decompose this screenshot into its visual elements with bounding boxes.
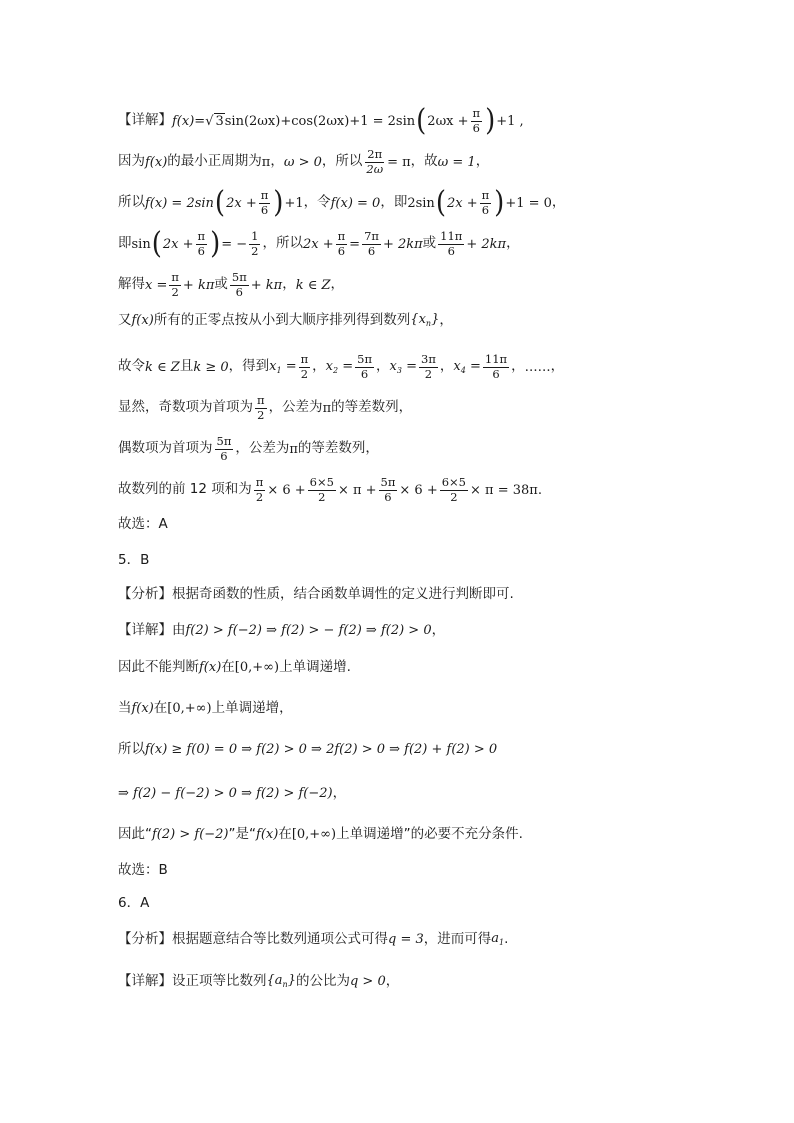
text: 设正项等比数列 (172, 972, 267, 989)
paren-close: ) (210, 226, 221, 262)
text: 的等差数列， (331, 399, 413, 416)
text: ， (385, 972, 400, 989)
math: = π (387, 154, 411, 170)
q5-detail-1 (118, 624, 754, 638)
math: +1 = 0 (505, 195, 552, 211)
q5-detail-6 (118, 828, 754, 842)
math: + 2kπ (382, 236, 423, 252)
text: 因为 (118, 153, 145, 170)
math: +1 (284, 195, 304, 211)
math: f(x) (131, 313, 154, 328)
fraction: $\frac{6\times 5}{2}$ (309, 475, 334, 504)
fraction: $\frac{11\pi}{6}$ (440, 229, 463, 258)
fraction: $\frac{2\pi}{2\omega}$ (366, 147, 384, 176)
text: ， (439, 311, 453, 328)
math: $\{a_n\}$ (266, 973, 296, 989)
detail-tag: 【详解】 (118, 622, 172, 638)
math: × π + (337, 482, 377, 498)
text: ，公差为 (235, 440, 290, 457)
q5-detail-4 (118, 743, 754, 757)
paren-close: ) (494, 185, 505, 221)
text: 且 (179, 358, 194, 375)
math: $x_4$ = (453, 358, 481, 375)
text: 所以 (118, 194, 145, 211)
fraction: $\frac{11\pi}{6}$ (484, 352, 508, 381)
detail-line-7 (118, 354, 754, 380)
math: π (322, 400, 332, 416)
math: q > 0 (349, 974, 386, 989)
math: × π = 38π (470, 482, 538, 498)
q5-detail-2 (118, 661, 754, 675)
detail-line-1 (118, 103, 754, 139)
sqrt-radicand: 3 (215, 113, 224, 129)
math: …… (524, 359, 551, 375)
math: = − (221, 236, 248, 252)
fraction: $\frac{\pi}{2}$ (255, 475, 264, 504)
math: × 6 + (267, 482, 306, 498)
text: 在 (221, 659, 235, 675)
text: ，得到 (228, 358, 270, 375)
fraction: $\frac{7\pi}{6}$ (364, 229, 379, 258)
detail-line-10 (118, 477, 754, 503)
fraction: $\frac{3\pi}{2}$ (421, 352, 436, 381)
text: 由 (172, 622, 186, 638)
q5-analysis (118, 588, 754, 602)
math: [0,+∞) (167, 701, 212, 717)
text: 解得 (118, 276, 145, 293)
sqrt-symbol: √ (205, 113, 214, 129)
q5-detail-3 (118, 702, 754, 716)
fraction: $\frac{5\pi}{6}$ (357, 352, 373, 381)
text: 的最小正周期为 (167, 153, 262, 170)
q5-answer (118, 864, 754, 878)
math: +1 , (496, 113, 524, 129)
math: [0,+∞) (234, 660, 280, 676)
paren-open: ( (416, 103, 427, 139)
math: sin (131, 236, 151, 252)
math: . (537, 482, 542, 498)
fraction: $\frac{5\pi}{6}$ (216, 434, 232, 463)
math: f(x)= (172, 113, 206, 129)
text: ， (332, 785, 347, 801)
text: 即 (118, 235, 132, 252)
text: ，公差为 (268, 399, 323, 416)
text: ， (439, 358, 454, 375)
math: k ∈ Z (145, 359, 180, 375)
question-5-number (118, 554, 754, 568)
question-number: 5．B (118, 552, 150, 568)
text: ， (551, 194, 566, 211)
text: 在 (278, 826, 292, 842)
answer-text: 故选：A (118, 516, 168, 532)
math: f(x) (256, 827, 279, 843)
math: q = 3 (388, 932, 424, 947)
q6-analysis (118, 932, 754, 947)
detail-tag: 【详解】 (118, 972, 172, 989)
text: 的等差数列， (297, 440, 379, 457)
text: 的公比为 (295, 972, 350, 989)
paren-open: ( (151, 226, 162, 262)
fraction: $\frac{5\pi}{6}$ (231, 270, 247, 299)
text: ， (312, 358, 326, 375)
math: f(x) = 0 (330, 195, 381, 211)
math: f(2) > f(−2) ⇒ f(2) > − f(2) ⇒ f(2) > 0 (185, 623, 432, 639)
detail-line-6 (118, 313, 754, 328)
fraction: $\frac{\pi}{2}$ (171, 270, 179, 299)
math: π (261, 154, 271, 170)
text: 或 (422, 235, 437, 252)
fraction: $\frac{\pi}{6}$ (472, 106, 481, 135)
math: $x_2$ = (325, 358, 354, 375)
math: x = (145, 277, 168, 293)
math: 2ωx + (427, 113, 469, 129)
detail-line-8 (118, 395, 754, 421)
text: 当 (118, 700, 132, 716)
math: ω = 1 (437, 154, 476, 170)
paren-close: ) (273, 185, 284, 221)
detail-line-2 (118, 149, 754, 175)
math: $\{x_n\}$ (410, 312, 440, 328)
detail-line-5 (118, 272, 754, 298)
text: ， (475, 153, 490, 170)
text: 在 (153, 700, 168, 716)
text: ， (550, 358, 565, 375)
text: ， (376, 358, 390, 375)
math: f(x) (199, 660, 222, 676)
math: 2x + (226, 195, 257, 211)
text: 上单调递增， (211, 700, 293, 716)
math: f(x) = 2sin (145, 195, 214, 211)
math: + 2kπ (466, 236, 507, 252)
text: 因此不能判断 (118, 659, 199, 675)
math: π (289, 441, 298, 457)
math: ω > 0 (283, 154, 322, 170)
analysis-tag: 【分析】 (118, 586, 172, 602)
detail-tag: 【详解】 (118, 112, 172, 129)
math: f(x) (131, 701, 154, 717)
text: 偶数项为首项为 (118, 440, 213, 457)
math: 2sin (407, 195, 435, 211)
paren-close: ) (485, 103, 496, 139)
text: 显然，奇数项为首项为 (118, 399, 253, 416)
math: sin(2ωx)+cos(2ωx)+1 = 2sin (224, 113, 416, 129)
fraction: $\frac{\pi}{2}$ (257, 393, 265, 422)
question-number: 6．A (118, 895, 150, 911)
text: ，故 (410, 153, 438, 170)
text: ， (511, 358, 525, 375)
answer-text: 故选：B (118, 862, 168, 878)
math: 2x + (162, 236, 194, 252)
analysis-tag: 【分析】 (118, 930, 172, 947)
fraction: $\frac{6\times 5}{2}$ (441, 475, 467, 504)
math: ⇒ f(2) − f(−2) > 0 ⇒ f(2) > f(−2) (118, 786, 333, 802)
math: 2x + (302, 236, 334, 252)
text: ”是“ (228, 826, 257, 842)
math: 2x + (446, 195, 478, 211)
fraction: $\frac{\pi}{6}$ (197, 229, 206, 258)
text: 又 (118, 311, 132, 328)
detail-line-4 (118, 226, 754, 262)
text: 上单调递增. (279, 659, 351, 675)
text: 或 (214, 276, 228, 293)
math: k ∈ Z (295, 277, 331, 293)
math: f(x) ≥ f(0) = 0 ⇒ f(2) > 0 ⇒ 2f(2) > 0 ⇒ f(2) + f(2) > 0 (145, 742, 498, 758)
math: + kπ (250, 277, 283, 293)
detail-line-3 (118, 185, 754, 221)
math: × 6 + (399, 482, 438, 498)
fraction: $\frac{1}{2}$ (251, 229, 259, 258)
text: 故令 (118, 358, 145, 375)
text: ，令 (303, 194, 331, 211)
text: ， (330, 276, 345, 293)
detail-line-9 (118, 436, 754, 462)
answer-line (118, 518, 754, 532)
text: ， (270, 153, 284, 170)
math: $x_3$ = (389, 358, 418, 375)
fraction: $\frac{5\pi}{6}$ (380, 475, 396, 504)
text: ，即 (380, 194, 408, 211)
analysis-text: 根据奇函数的性质，结合函数单调性的定义进行判断即可. (172, 586, 514, 602)
text: 因此“ (118, 826, 152, 842)
q6-detail (118, 974, 754, 989)
text: ， (506, 235, 520, 252)
text: 所以 (118, 741, 145, 757)
fraction: $\frac{\pi}{6}$ (337, 229, 346, 258)
math: + kπ (182, 277, 215, 293)
math: $a_1$ (491, 931, 505, 947)
text: ，所以 (321, 153, 363, 170)
text: ，所以 (262, 235, 303, 252)
text: . (504, 930, 509, 947)
q5-detail-5 (118, 787, 754, 801)
math: f(x) (145, 154, 168, 170)
paren-open: ( (435, 185, 446, 221)
math: [0,+∞) (291, 827, 337, 843)
math: = (349, 236, 361, 252)
analysis-text: 根据题意结合等比数列通项公式可得 (172, 930, 388, 947)
text: ，进而可得 (423, 930, 492, 947)
paren-open: ( (214, 185, 226, 221)
text: 故数列的前 12 项和为 (118, 481, 252, 498)
text: 上单调递增”的必要不充分条件. (336, 826, 523, 842)
fraction: $\frac{\pi}{2}$ (300, 352, 309, 381)
text: ， (431, 622, 446, 638)
math: f(2) > f(−2) (152, 827, 229, 843)
fraction: $\frac{\pi}{6}$ (481, 188, 490, 217)
math: k ≥ 0 (193, 359, 229, 375)
text: ， (282, 276, 296, 293)
fraction: $\frac{\pi}{6}$ (260, 188, 269, 217)
math: $x_1$ = (269, 358, 297, 375)
question-6-number (118, 897, 754, 911)
text: 所有的正零点按从小到大顺序排列得到数列 (153, 311, 411, 328)
